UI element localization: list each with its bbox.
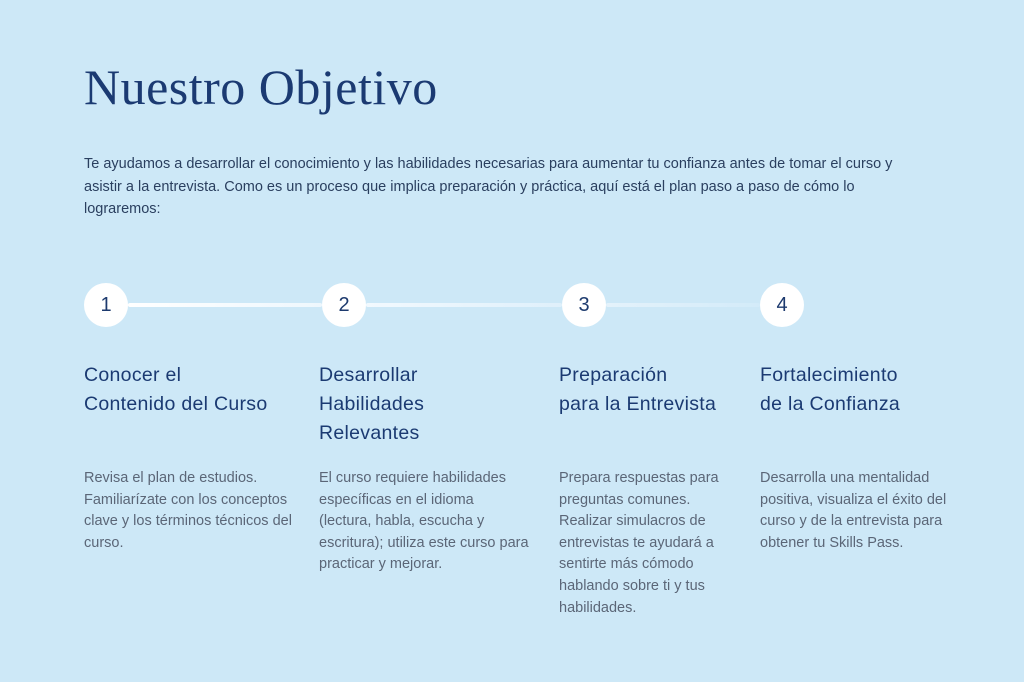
step-1-number: 1 <box>100 293 112 316</box>
step-2-number: 2 <box>338 293 350 316</box>
step-1-number-circle <box>84 283 128 327</box>
step-3-title <box>559 361 754 419</box>
step-2-title <box>319 361 544 448</box>
step-3-title-line-2: para la Entrevista <box>559 393 717 415</box>
step-4-title-line-1: Fortalecimiento <box>760 364 898 386</box>
step-3-description: Prepara respuestas para preguntas comunes. Realizar simulacros de entrevistas te ayudará a sentirte más cómodo hablando sobre ti y tus habilidades. <box>559 470 719 616</box>
step-2-title-line-2: Habilidades <box>319 393 425 415</box>
step-3-title-line-1: Preparación <box>559 364 668 386</box>
step-3-number-circle <box>562 283 606 327</box>
step-1-title <box>84 361 309 419</box>
step-4-number: 4 <box>776 293 788 316</box>
step-2-description: El curso requiere habilidades específicas en el idioma (lectura, habla, escucha y escritura); utiliza este curso para practicar y mejorar. <box>319 470 529 573</box>
steps-timeline <box>0 283 1024 327</box>
step-4-title-line-2: de la Confianza <box>760 393 901 415</box>
page-title: Nuestro Objetivo <box>84 59 438 115</box>
timeline-connector-3-4 <box>606 303 760 307</box>
timeline-connector-2-3 <box>366 303 562 307</box>
step-2-title-line-1: Desarrollar <box>319 364 418 386</box>
step-3-number: 3 <box>578 293 590 316</box>
step-2-title-line-3: Relevantes <box>319 422 420 444</box>
step-2-number-circle <box>322 283 366 327</box>
step-1-title-line-2: Contenido del Curso <box>84 393 268 415</box>
step-1-description: Revisa el plan de estudios. Familiarízate con los conceptos clave y los términos técnicos del curso. <box>84 470 292 551</box>
intro-paragraph: Te ayudamos a desarrollar el conocimiento y las habilidades necesarias para aumentar tu confianza antes de tomar el curso y asistir a la entrevista. Como es un proceso que implica preparación y práctica, aquí está el plan paso a paso de cómo lo lograremos: <box>84 156 893 217</box>
step-4-number-circle <box>760 283 804 327</box>
timeline-connector-1-2 <box>128 303 322 307</box>
step-1-title-line-1: Conocer el <box>84 364 182 386</box>
step-4-description: Desarrolla una mentalidad positiva, visualiza el éxito del curso y de la entrevista para obtener tu Skills Pass. <box>760 470 947 551</box>
step-4-title <box>760 361 1000 419</box>
